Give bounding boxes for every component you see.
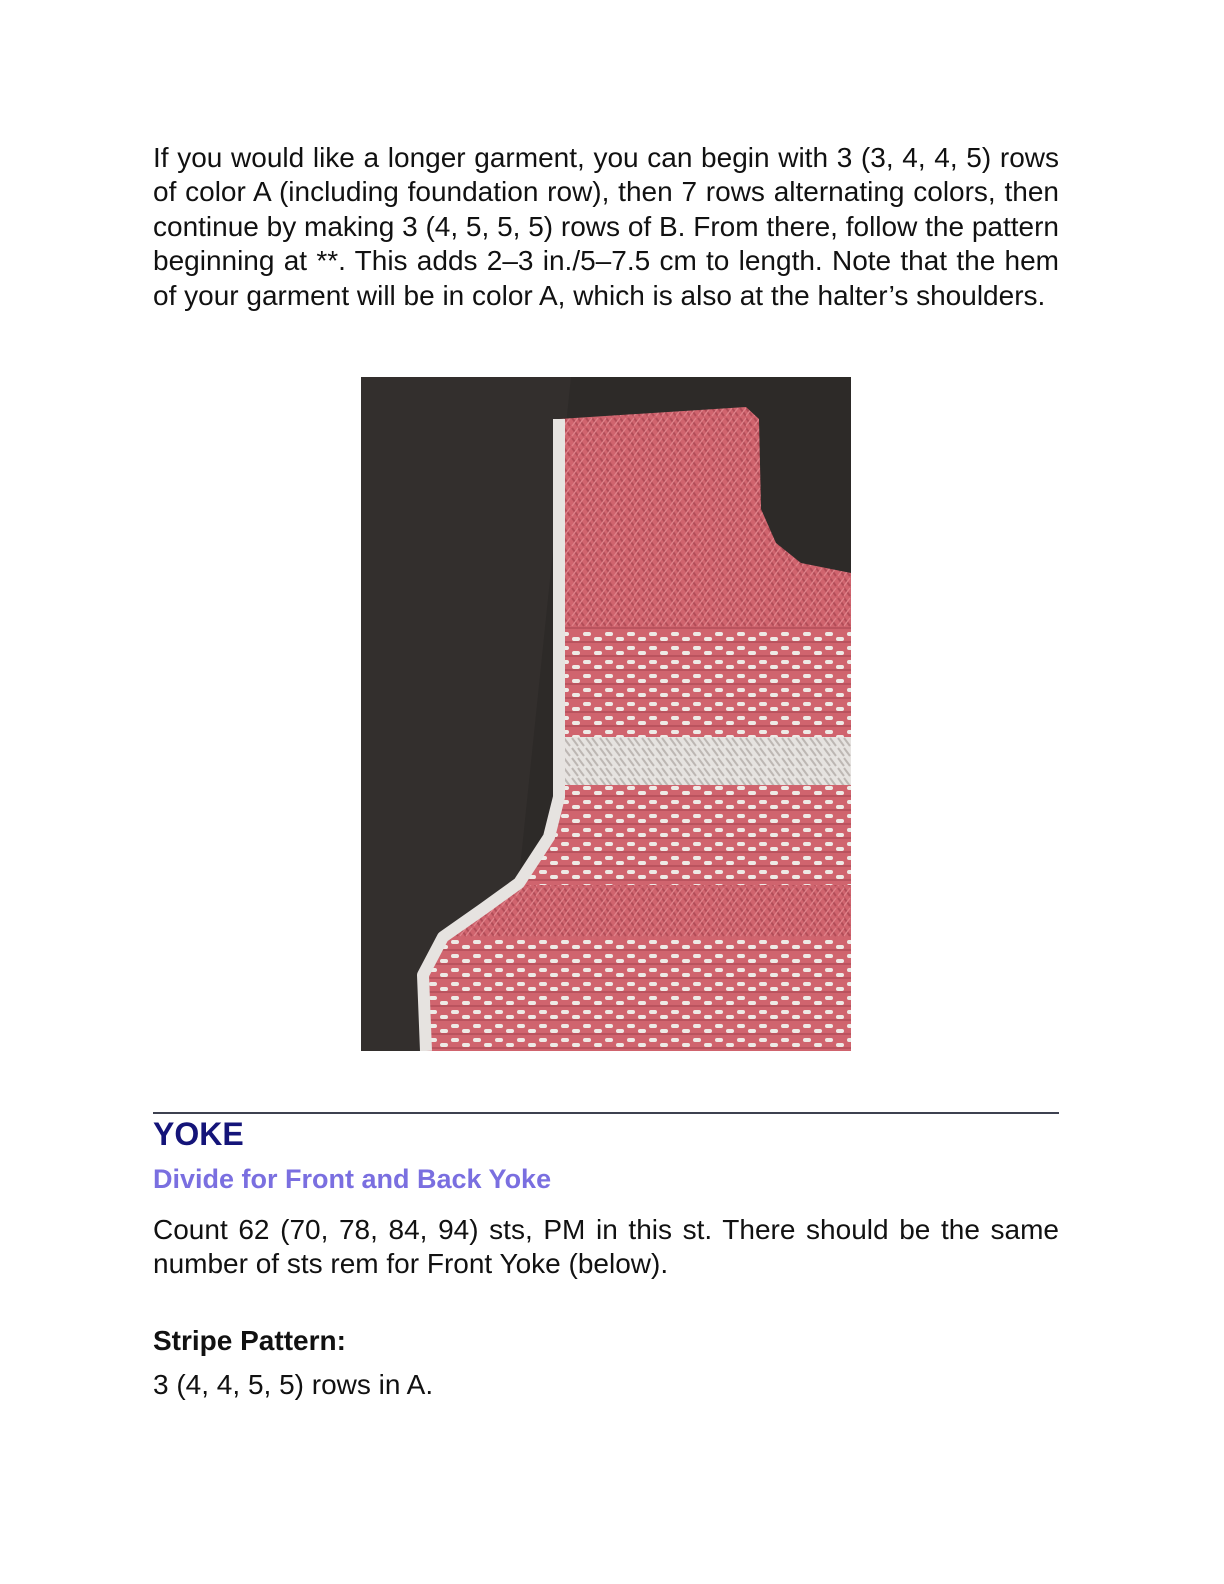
- stripe-text: 3 (4, 4, 5, 5) rows in A.: [153, 1369, 434, 1400]
- intro-paragraph: If you would like a longer garment, you can begin with 3 (3, 4, 4, 5) rows of color A (including foundation row), then 7 rows alternating colors, then continue by making 3 (4, 5, 5, 5) rows of B. From there, follow the pattern beginning at **. This adds 2–3 in./5–7.5 cm to length. Note that the hem of your garment will be in color A, which is also at the halter’s shoulders.: [153, 142, 1059, 311]
- subheading: Divide for Front and Back Yoke: [153, 1164, 552, 1194]
- section-heading: YOKE: [153, 1116, 244, 1152]
- knit-fabric-illustration: [361, 377, 851, 1051]
- section-divider: [153, 1112, 1059, 1114]
- count-paragraph: Count 62 (70, 78, 84, 94) sts, PM in this st. There should be the same number of sts rem for Front Yoke (below).: [153, 1214, 1059, 1280]
- knitted-halter-photo: [361, 377, 851, 1051]
- stripe-heading: Stripe Pattern:: [153, 1325, 346, 1356]
